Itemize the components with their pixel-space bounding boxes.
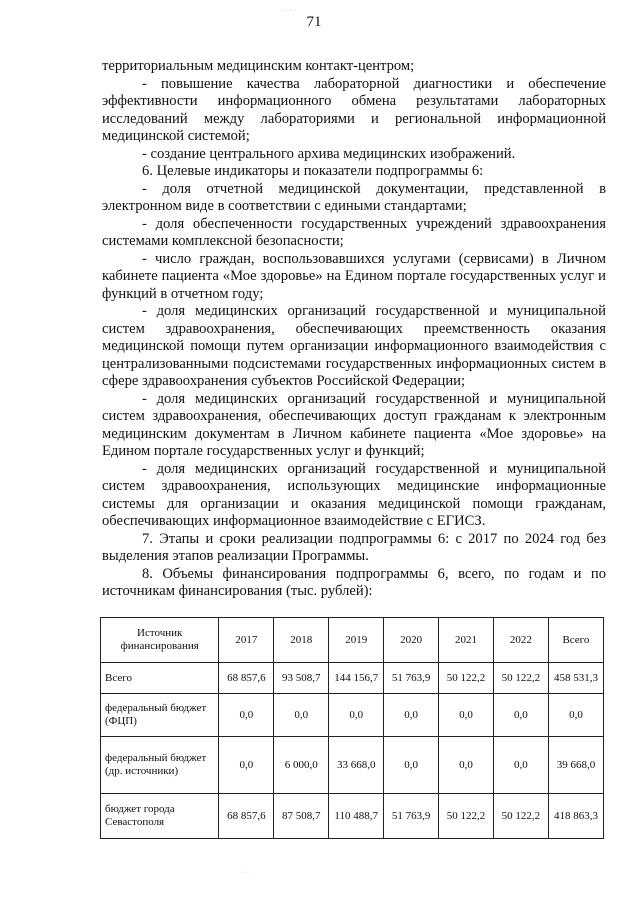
- paragraph: 6. Целевые индикаторы и показатели подпрограммы 6:: [142, 163, 484, 179]
- table-cell: 51 763,9: [384, 794, 439, 839]
- document-body: [102, 58, 606, 601]
- column-header: 2022: [493, 618, 548, 663]
- table-cell: 418 863,3: [548, 794, 603, 839]
- row-label: федеральный бюджет (др. источники): [101, 737, 219, 794]
- table-cell: 110 488,7: [329, 794, 384, 839]
- table-cell: 51 763,9: [384, 663, 439, 694]
- table-cell: 50 122,2: [439, 794, 494, 839]
- paragraph: 8. Объемы финансирования подпрограммы 6, всего, по годам и по источникам финансирования (тыс. рублей):: [102, 565, 606, 599]
- paragraph: - доля медицинских организаций государственной и муниципальной систем здравоохранения, использующих медицинские информационные системы для организации и оказания медицинской помощи гражданам, обеспечивающих информационное взаимодействие с ЕГИСЗ.: [102, 460, 606, 529]
- table-cell: 0,0: [493, 694, 548, 737]
- table-row: [101, 694, 604, 737]
- table-row: [101, 663, 604, 694]
- table-cell: 68 857,6: [219, 663, 274, 694]
- row-label: Всего: [101, 663, 219, 694]
- table-cell: 0,0: [493, 737, 548, 794]
- table-cell: 0,0: [439, 694, 494, 737]
- column-header: Источник финансирования: [101, 618, 219, 663]
- table-row: [101, 737, 604, 794]
- table-cell: 0,0: [274, 694, 329, 737]
- table-row: [101, 794, 604, 839]
- column-header: 2021: [439, 618, 494, 663]
- table-cell: 68 857,6: [219, 794, 274, 839]
- table-header-row: [101, 618, 604, 663]
- table-cell: 0,0: [384, 694, 439, 737]
- table-cell: 0,0: [219, 694, 274, 737]
- row-label: бюджет города Севастополя: [101, 794, 219, 839]
- table-cell: 93 508,7: [274, 663, 329, 694]
- table-cell: 0,0: [219, 737, 274, 794]
- column-header: 2018: [274, 618, 329, 663]
- table-cell: 0,0: [439, 737, 494, 794]
- page-number: 71: [306, 14, 322, 30]
- paragraph: - доля медицинских организаций государственной и муниципальной систем здравоохранения, обеспечивающих доступ гражданам к электронным медицинским документам в Личном кабинете пациента «Мое здоровье» на Едином портале государственных услуг и функций;: [102, 390, 606, 459]
- table-cell: 33 668,0: [329, 737, 384, 794]
- column-header: Всего: [548, 618, 603, 663]
- column-header: 2020: [384, 618, 439, 663]
- paragraph: - доля отчетной медицинской документации, представленной в электронном виде в соответствии с едиными стандартами;: [102, 180, 606, 214]
- column-header: 2019: [329, 618, 384, 663]
- scan-specks: · · ·· ·: [282, 8, 297, 14]
- column-header: 2017: [219, 618, 274, 663]
- financing-table: [100, 617, 604, 839]
- scan-specks: · · ·: [240, 870, 249, 876]
- table-cell: 6 000,0: [274, 737, 329, 794]
- table-cell: 50 122,2: [439, 663, 494, 694]
- table-cell: 0,0: [329, 694, 384, 737]
- paragraph: - число граждан, воспользовавшихся услугами (сервисами) в Личном кабинете пациента «Мое здоровье» на Едином портале государственных услуг и функций в отчетном году;: [102, 250, 606, 302]
- table-cell: 458 531,3: [548, 663, 603, 694]
- table-cell: 0,0: [384, 737, 439, 794]
- paragraph: - доля медицинских организаций государственной и муниципальной систем здравоохранения, обеспечивающих преемственность оказания медицинской помощи путем организации информационного взаимодействия с централизованными подсистемами государственных информационных систем в сфере здравоохранения субъектов Российской Федерации;: [102, 303, 606, 389]
- paragraph: - создание центрального архива медицинских изображений.: [142, 145, 516, 162]
- paragraph: 7. Этапы и сроки реализации подпрограммы 6: с 2017 по 2024 год без выделения этапов реализации Программы.: [102, 530, 606, 564]
- table-cell: 144 156,7: [329, 663, 384, 694]
- row-label: федеральный бюджет (ФЦП): [101, 694, 219, 737]
- paragraph: - повышение качества лабораторной диагностики и обеспечение эффективности информационного обмена результатами лабораторных исследований между лабораториями и региональной информационной медицинской системой;: [102, 75, 606, 144]
- table-cell: 50 122,2: [493, 663, 548, 694]
- table-cell: 87 508,7: [274, 794, 329, 839]
- paragraph: территориальным медицинским контакт-центром;: [102, 58, 415, 74]
- table-cell: 0,0: [548, 694, 603, 737]
- paragraph: - доля обеспеченности государственных учреждений здравоохранения системами комплексной безопасности;: [102, 215, 606, 249]
- table-cell: 39 668,0: [548, 737, 603, 794]
- table-cell: 50 122,2: [493, 794, 548, 839]
